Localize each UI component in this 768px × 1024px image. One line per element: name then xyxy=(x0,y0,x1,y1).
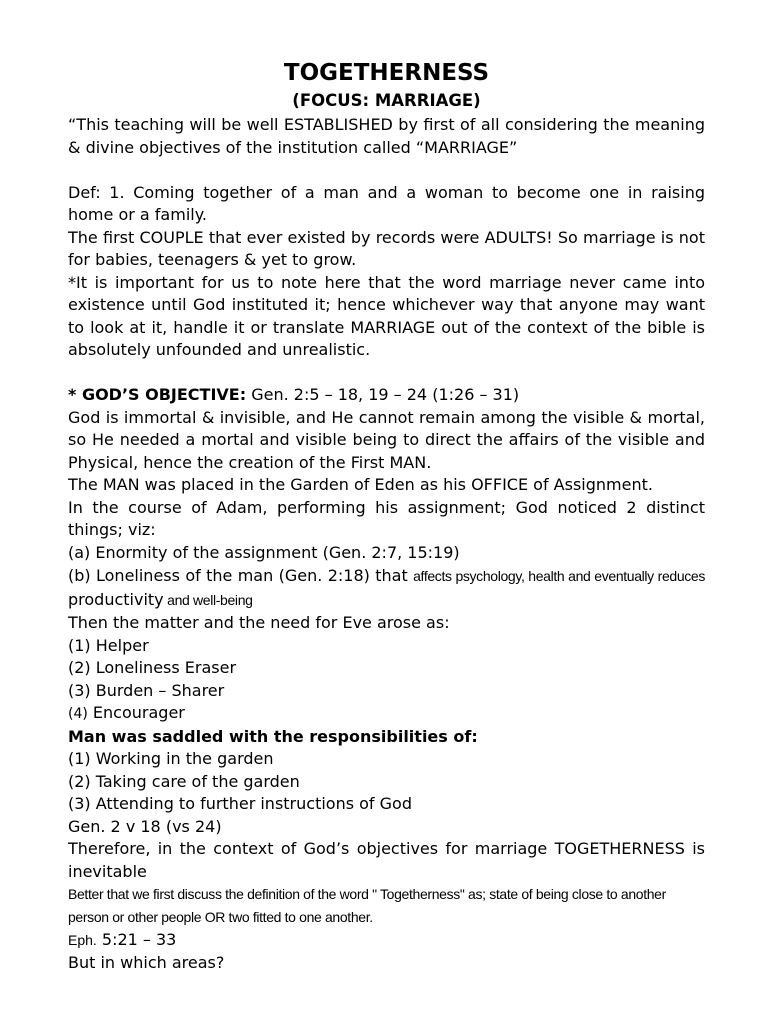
item-b-small-2: and well-being xyxy=(163,592,253,608)
encourager-text: Encourager xyxy=(87,703,185,722)
ephesians-book: Eph. xyxy=(68,932,97,948)
responsibility-item: (1) Working in the garden xyxy=(68,749,274,768)
gods-objective-line xyxy=(68,384,705,407)
document-subtitle: (FOCUS: MARRIAGE) xyxy=(292,91,481,110)
first-couple-paragraph: The first COUPLE that ever existed by records were ADULTS! So marriage is not for babies, teenagers & yet to grow. xyxy=(68,227,705,269)
important-note-paragraph: *It is important for us to note here that the word marriage never came into existence until God instituted it; hence whichever way that anyone may want to look at it, handle it or translate MARRIAGE out of the context of the bible is absolutely unfounded and unrealistic. xyxy=(68,272,705,359)
man-responsibilities-heading: Man was saddled with the responsibilities of: xyxy=(68,726,478,746)
blank-line xyxy=(68,362,705,385)
encourager-number: (4) xyxy=(68,706,88,722)
item-b-main: (b) Loneliness of the man (Gen. 2:18) that xyxy=(68,566,414,585)
genesis-reference: Gen. 2 v 18 (vs 24) xyxy=(68,816,222,836)
helper-item: (1) Helper xyxy=(68,635,149,655)
definition-paragraph: Def: 1. Coming together of a man and a woman to become one in raising home or a family. xyxy=(68,182,705,224)
helper-item: (2) Loneliness Eraser xyxy=(68,658,237,677)
item-b xyxy=(68,564,705,612)
responsibility-item: (3) Attending to further instructions of God xyxy=(68,794,412,813)
helper-item xyxy=(68,702,705,726)
therefore-paragraph: Therefore, in the context of God’s objectives for marriage TOGETHERNESS is inevitable xyxy=(68,839,705,881)
placed-paragraph: The MAN was placed in the Garden of Eden as his OFFICE of Assignment. xyxy=(68,475,653,494)
document-body xyxy=(68,58,705,974)
document-title: TOGETHERNESS xyxy=(283,60,490,86)
item-b-word: productivity xyxy=(68,590,164,609)
gods-objective-reference: Gen. 2:5 – 18, 19 – 24 (1:26 – 31) xyxy=(246,385,520,404)
course-paragraph: In the course of Adam, performing his assignment; God noticed 2 distinct things; viz: xyxy=(68,497,705,539)
blank-line xyxy=(68,159,705,182)
responsibility-item: (2) Taking care of the garden xyxy=(68,771,300,791)
ephesians-verses: 5:21 – 33 xyxy=(96,930,177,949)
item-b-small-1: affects psychology, health and eventually reduces xyxy=(413,568,706,584)
togetherness-definition-paragraph: Better that we first discuss the definition of the word " Togetherness" as; state of being close to another person or other people OR two fitted to one another. xyxy=(68,886,666,925)
item-a: (a) Enormity of the assignment (Gen. 2:7, 15:19) xyxy=(68,542,460,562)
gods-objective-label: * GOD’S OBJECTIVE: xyxy=(68,385,247,404)
which-areas-question: But in which areas? xyxy=(68,952,225,972)
immortal-paragraph: God is immortal & invisible, and He cannot remain among the visible & mortal, so He needed a mortal and visible being to direct the affairs of the visible and Physical, hence the creation of the First MAN. xyxy=(68,407,705,472)
intro-paragraph: “This teaching will be well ESTABLISHED by first of all considering the meaning & divine objectives of the institution called “MARRIAGE” xyxy=(68,115,705,157)
helper-item: (3) Burden – Sharer xyxy=(68,680,225,700)
ephesians-reference xyxy=(68,929,705,952)
need-for-eve-paragraph: Then the matter and the need for Eve arose as: xyxy=(68,613,450,632)
